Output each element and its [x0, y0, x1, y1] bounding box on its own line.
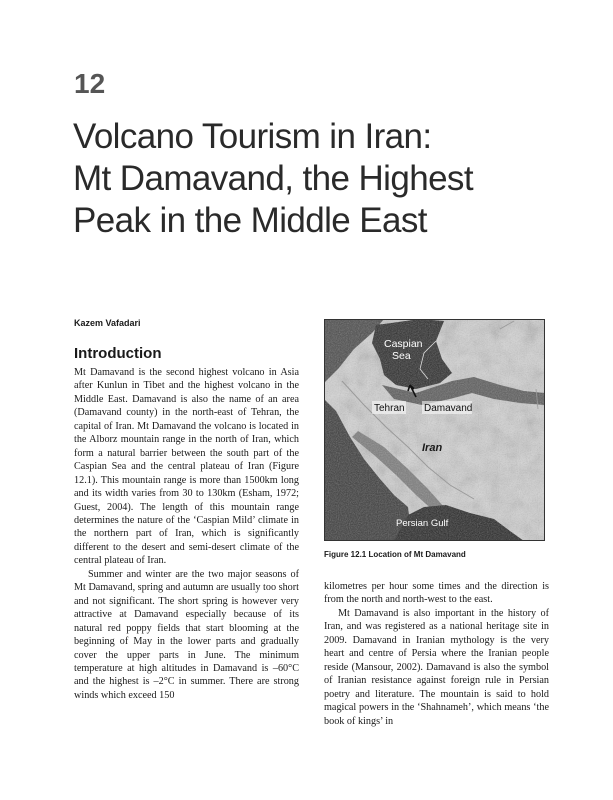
right-text-column [324, 580, 549, 728]
chapter-title-line: Mt Damavand, the Highest [73, 159, 473, 198]
chapter-title-line: Volcano Tourism in Iran: [73, 117, 432, 156]
paragraph: Mt Damavand is also important in the history of Iran, and was registered as a national heritage site in 2009. Damavand in Iranian mythology is the very heart and centre of Persia where the Iranian people reside (Mansour, 2002). Damavand is also the symbol of Iranian resistance against foreign rule in Persian poetry and literature. The mountain is said to hold magical powers in the ‘Shahnameh’, which means ‘the book of kings’ in [324, 607, 549, 727]
map-label: Iran [422, 442, 443, 454]
chapter-title [73, 116, 553, 242]
section-heading: Introduction [74, 345, 162, 362]
left-text-column [74, 366, 299, 702]
chapter-number: 12 [74, 68, 106, 99]
map-label: Tehran [374, 403, 405, 414]
map-label: Caspian [384, 338, 423, 350]
satellite-map-figure [324, 319, 545, 541]
paragraph: kilometres per hour some times and the direction is from the north and north-west to the east. [324, 581, 549, 606]
map-label: Damavand [424, 403, 473, 414]
map-label: Sea [392, 350, 411, 362]
author-name: Kazem Vafadari [74, 318, 141, 328]
map-label: Persian Gulf [396, 518, 449, 529]
image-grain [324, 319, 545, 541]
satellite-map-image [324, 319, 545, 541]
paragraph: Mt Damavand is the second highest volcano in Asia after Kunlun in Tibet and the highest volcano in the Middle East. Damavand is also the name of an area (Damavand county) in the north-east of Tehran, the capital of Iran. Mt Damavand the volcano is located in the Alborz mountain range in the north of Iran, which form a natural barrier between the south part of the Caspian Sea and the central plateau of Iran (Figure 12.1). This mountain range is more than 1500km long and its width varies from 30 to 130km (Esham, 1972; Guest, 2004). The length of this mountain range determines the nature of the ‘Caspian Mild’ climate in the northern part of Iran, which is significantly different to the desert and semi-desert climate of the central plateau of Iran. [74, 367, 299, 567]
chapter-title-line: Peak in the Middle East [73, 201, 427, 240]
figure-caption: Figure 12.1 Location of Mt Damavand [324, 550, 466, 559]
paragraph: Summer and winter are the two major seasons of Mt Damavand, spring and autumn are usually too short and not significant. The short spring is however very attractive at Damavand especially because of its natural red poppy fields that start blooming at the beginning of May in the lower parts and gradually cover the upper parts in June. The minimum temperature at high altitudes in Damavand is –60°C and the highest is –2°C in summer. There are strong winds which exceed 150 [74, 568, 299, 701]
